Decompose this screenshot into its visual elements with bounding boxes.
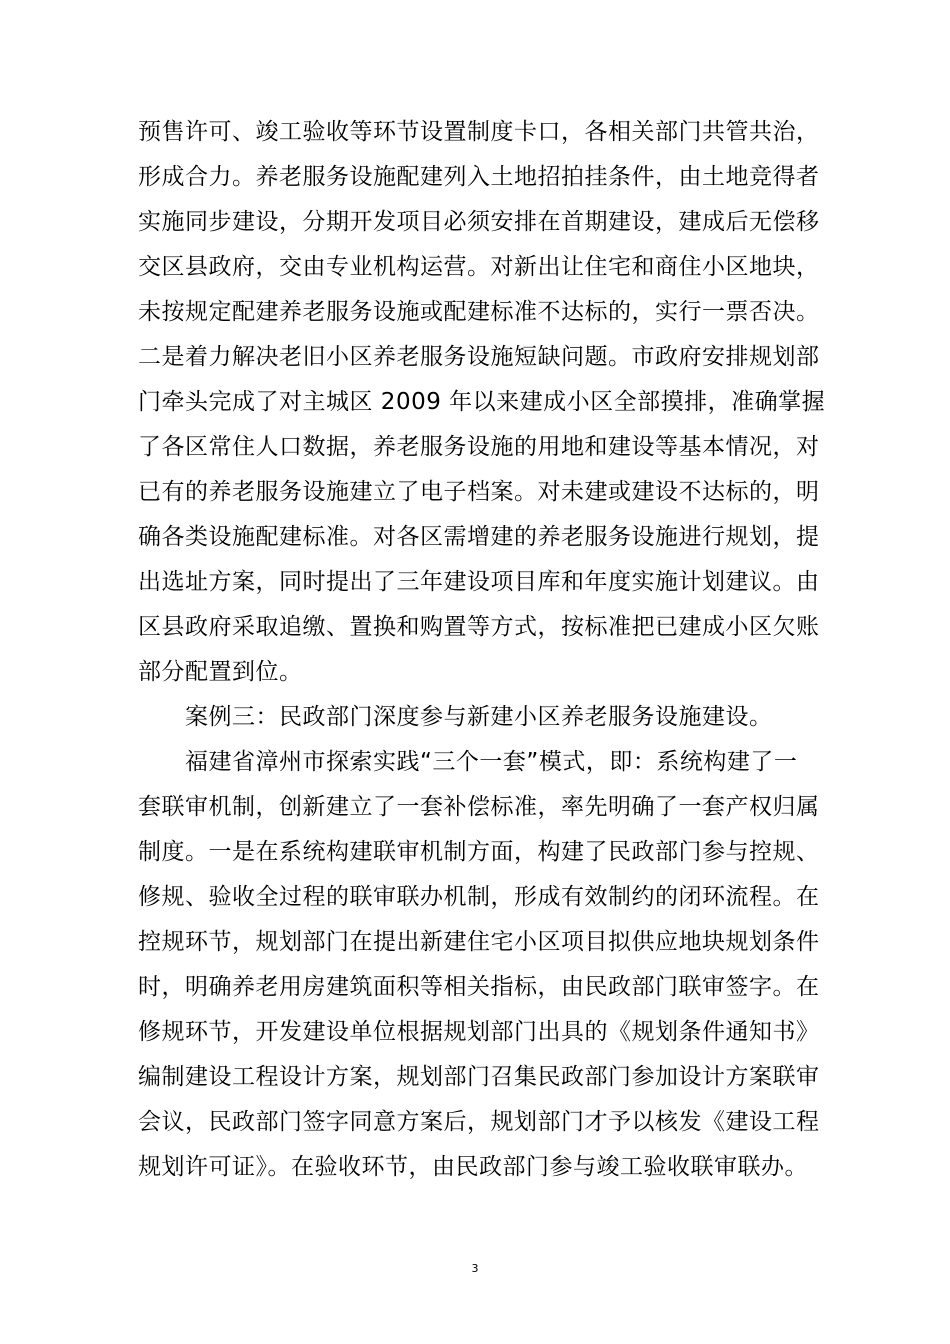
text-line: 会议，民政部门签字同意方案后，规划部门才予以核发《建设工程 xyxy=(138,1109,820,1135)
text-line: 修规环节，开发建设单位根据规划部门出具的《规划条件通知书》 xyxy=(138,1019,820,1045)
section-heading: 案例三：民政部门深度参与新建小区养老服务设施建设。 xyxy=(138,704,773,730)
text-line: 控规环节，规划部门在提出新建住宅小区项目拟供应地块规划条件 xyxy=(138,929,820,955)
text-line: 出选址方案，同时提出了三年建设项目库和年度实施计划建议。由 xyxy=(138,569,820,595)
text-line: 时，明确养老用房建筑面积等相关指标，由民政部门联审签字。在 xyxy=(138,974,820,1000)
text-line: 制度。一是在系统构建联审机制方面，构建了民政部门参与控规、 xyxy=(138,839,820,865)
text-line: 编制建设工程设计方案，规划部门召集民政部门参加设计方案联审 xyxy=(138,1064,820,1090)
text-line: 规划许可证》。在验收环节，由民政部门参与竣工验收联审联办。 xyxy=(138,1154,808,1180)
text-line: 已有的养老服务设施建立了电子档案。对未建或建设不达标的，明 xyxy=(138,479,820,505)
text-line: 福建省漳州市探索实践“三个一套”模式，即：系统构建了一 xyxy=(138,749,798,775)
text-line: 预售许可、竣工验收等环节设置制度卡口，各相关部门共管共治， xyxy=(138,119,820,145)
text-line: 交区县政府，交由专业机构运营。对新出让住宅和商住小区地块， xyxy=(138,254,820,280)
text-line: 区县政府采取追缴、置换和购置等方式，按标准把已建成小区欠账 xyxy=(138,614,820,640)
text-line: 门牵头完成了对主城区 2009 年以来建成小区全部摸排，准确掌握 xyxy=(138,389,826,415)
text-line: 修规、验收全过程的联审联办机制，形成有效制约的闭环流程。在 xyxy=(138,884,820,910)
text-line: 套联审机制，创新建立了一套补偿标准，率先明确了一套产权归属 xyxy=(138,794,820,820)
text-line: 二是着力解决老旧小区养老服务设施短缺问题。市政府安排规划部 xyxy=(138,344,820,370)
text-line: 确各类设施配建标准。对各区需增建的养老服务设施进行规划，提 xyxy=(138,524,820,550)
text-line: 未按规定配建养老服务设施或配建标准不达标的，实行一票否决。 xyxy=(138,299,820,325)
text-line: 部分配置到位。 xyxy=(138,659,303,685)
text-line: 实施同步建设，分期开发项目必须安排在首期建设，建成后无偿移 xyxy=(138,209,820,235)
text-line: 形成合力。养老服务设施配建列入土地招拍挂条件，由土地竞得者 xyxy=(138,164,820,190)
text-line: 了各区常住人口数据，养老服务设施的用地和建设等基本情况，对 xyxy=(138,434,820,460)
page-number: 3 xyxy=(471,1262,479,1275)
